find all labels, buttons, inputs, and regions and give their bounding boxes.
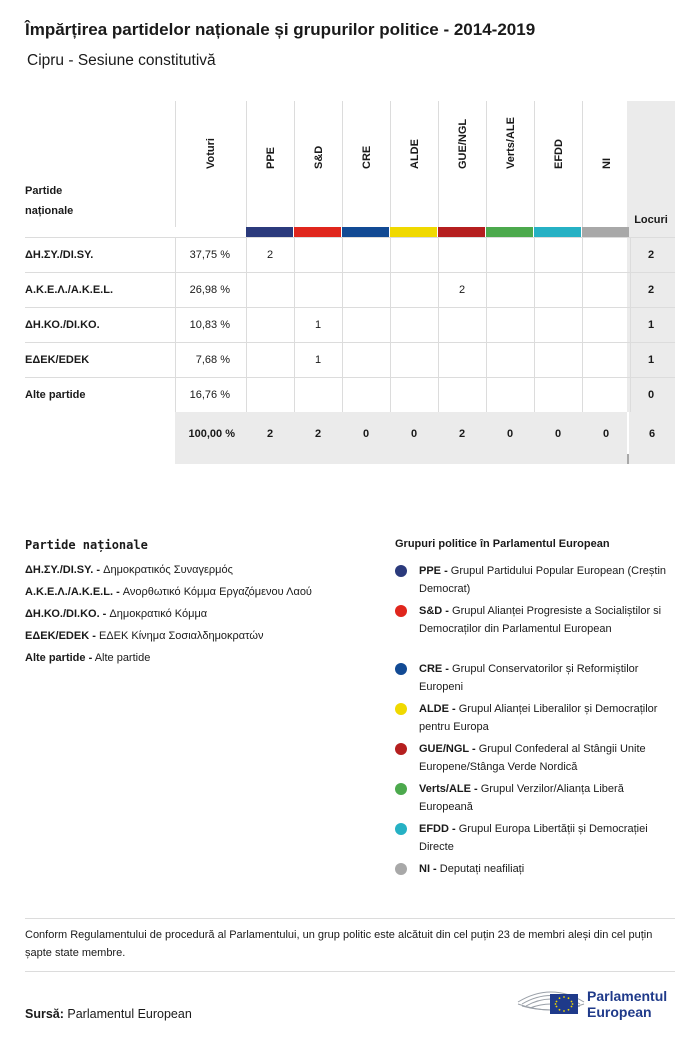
grid-line xyxy=(486,273,487,308)
group-legend-item: S&D - Grupul Alianței Progresiste a Socialiștilor si Democraților din Parlamentul European xyxy=(419,605,662,635)
group-color-dot xyxy=(395,703,407,715)
grid-line xyxy=(582,238,583,273)
group-column-header: EFDD xyxy=(534,101,582,227)
grid-line xyxy=(294,378,295,413)
total-seats-cell xyxy=(629,412,675,464)
group-color-strip xyxy=(294,227,341,237)
group-total: 2 xyxy=(314,428,322,440)
group-legend-item: EFDD - Grupul Europa Libertății și Democrației Directe xyxy=(419,823,648,853)
grid-line xyxy=(246,308,247,343)
seats-column-header: Locuri xyxy=(634,214,668,226)
grid-line xyxy=(294,273,295,308)
group-legend-title: Grupuri politice în Parlamentul European xyxy=(395,538,610,550)
grid-line xyxy=(438,238,439,273)
party-name: Alte partide xyxy=(25,389,86,401)
group-color-dot xyxy=(395,863,407,875)
group-column-header: GUE/NGL xyxy=(438,101,486,227)
divider xyxy=(25,971,675,972)
group-total: 2 xyxy=(458,428,466,440)
grid-line xyxy=(486,378,487,413)
grid-line xyxy=(175,343,176,378)
group-column-header: NI xyxy=(582,101,630,227)
page-title: Împărțirea partidelor naționale și grupurilor politice - 2014-2019 xyxy=(25,20,536,39)
distribution-table xyxy=(25,101,675,464)
group-color-strip xyxy=(390,227,437,237)
vote-share: 26,98 % xyxy=(189,284,230,296)
group-color-strip xyxy=(534,227,581,237)
grid-line xyxy=(534,343,535,378)
party-seats: 1 xyxy=(647,354,655,366)
grid-line xyxy=(582,273,583,308)
group-color-dot xyxy=(395,565,407,577)
group-seat-cell: 1 xyxy=(314,354,322,366)
vote-share: 16,76 % xyxy=(189,389,230,401)
group-total: 0 xyxy=(506,428,514,440)
national-legend-item: ΔΗ.ΚΟ./DI.KO. - Δημοκρατικό Κόμμα xyxy=(25,608,208,620)
grid-line xyxy=(534,308,535,343)
group-legend-item: ALDE - Grupul Alianței Liberalilor și Democraților pentru Europa xyxy=(419,703,658,733)
total-votes: 100,00 % xyxy=(188,428,235,440)
table-row xyxy=(25,377,675,412)
group-total: 0 xyxy=(602,428,610,440)
group-column-header: ALDE xyxy=(390,101,438,227)
grid-line xyxy=(438,343,439,378)
party-name: ΔΗ.ΣΥ./DI.SY. xyxy=(25,249,94,261)
footnote: Conform Regulamentului de procedură al Parlamentului, un grup politic este alcătuit din cel puțin 23 de membri aleși din cel puțin șapte state membre. xyxy=(25,929,653,959)
divider xyxy=(25,918,675,919)
group-color-dot xyxy=(395,663,407,675)
group-color-dot xyxy=(395,743,407,755)
table-row xyxy=(25,342,675,377)
party-seats: 2 xyxy=(647,249,655,261)
vote-share: 7,68 % xyxy=(195,354,230,366)
national-legend-item: Alte partide - Alte partide xyxy=(25,652,151,664)
grid-line xyxy=(342,343,343,378)
vote-share: 37,75 % xyxy=(189,249,230,261)
grid-line xyxy=(534,378,535,413)
national-legend-title: Partide naționale xyxy=(25,538,148,552)
group-color-strip xyxy=(438,227,485,237)
grid-line xyxy=(175,273,176,308)
grid-line xyxy=(390,343,391,378)
grid-line xyxy=(342,378,343,413)
group-color-strip xyxy=(486,227,533,237)
grid-line xyxy=(294,238,295,273)
grid-line xyxy=(582,378,583,413)
group-legend-item: CRE - Grupul Conservatorilor și Reformiștilor Europeni xyxy=(419,663,639,693)
party-seats: 1 xyxy=(647,319,655,331)
group-column-header: PPE xyxy=(246,101,294,227)
grid-line xyxy=(486,343,487,378)
group-color-dot xyxy=(395,605,407,617)
group-seat-cell: 1 xyxy=(314,319,322,331)
party-seats: 2 xyxy=(647,284,655,296)
grid-line xyxy=(342,273,343,308)
grid-line xyxy=(390,273,391,308)
group-column-header: Verts/ALE xyxy=(486,101,534,227)
group-color-dot xyxy=(395,783,407,795)
grid-line xyxy=(342,308,343,343)
group-color-strip xyxy=(582,227,629,237)
grid-line xyxy=(582,308,583,343)
group-legend-item: GUE/NGL - Grupul Confederal al Stângii Unite Europene/Stânga Verde Nordică xyxy=(419,743,646,773)
table-row xyxy=(25,237,675,272)
party-seats: 0 xyxy=(647,389,655,401)
group-color-strip xyxy=(246,227,293,237)
grid-line xyxy=(534,238,535,273)
page-subtitle: Cipru - Sesiune constitutivă xyxy=(27,52,216,69)
grid-line xyxy=(175,238,176,273)
group-seat-cell: 2 xyxy=(266,249,274,261)
total-seats: 6 xyxy=(648,428,656,440)
group-legend-item: PPE - Grupul Partidului Popular European (Creștin Democrat) xyxy=(419,565,667,595)
group-total: 0 xyxy=(362,428,370,440)
grid-line xyxy=(486,308,487,343)
grid-line xyxy=(246,343,247,378)
group-column-header: CRE xyxy=(342,101,390,227)
party-name: ΕΔΕΚ/EDEK xyxy=(25,354,90,366)
grid-line xyxy=(175,308,176,343)
grid-line xyxy=(342,238,343,273)
group-total: 2 xyxy=(266,428,274,440)
group-legend-item: NI - Deputați neafiliați xyxy=(419,863,525,875)
grid-line xyxy=(390,238,391,273)
source-line: Sursă: Parlamentul European xyxy=(25,1007,192,1021)
grid-line xyxy=(175,378,176,413)
grid-line xyxy=(438,308,439,343)
grid-line xyxy=(390,378,391,413)
group-total: 0 xyxy=(554,428,562,440)
grid-line xyxy=(534,273,535,308)
party-name: Α.Κ.Ε.Λ./A.K.E.L. xyxy=(25,284,114,296)
logo-wordmark: Parlamentul European xyxy=(587,988,668,1020)
group-column-header: S&D xyxy=(294,101,342,227)
vote-share: 10,83 % xyxy=(189,319,230,331)
party-column-header: Partide naționale xyxy=(25,185,74,217)
group-color-strip xyxy=(342,227,389,237)
group-legend-item: Verts/ALE - Grupul Verzilor/Alianța Liberă Europeană xyxy=(419,783,624,813)
group-total: 0 xyxy=(410,428,418,440)
group-seat-cell: 2 xyxy=(458,284,466,296)
grid-line xyxy=(390,308,391,343)
national-legend-item: Α.Κ.Ε.Λ./A.K.E.L. - Ανορθωτικό Κόμμα Εργαζόμενου Λαού xyxy=(25,586,312,598)
national-legend-item: ΔΗ.ΣΥ./DI.SY. - Δημοκρατικός Συναγερμός xyxy=(25,564,233,576)
party-name: ΔΗ.ΚΟ./DI.KO. xyxy=(25,319,100,331)
grid-line xyxy=(246,378,247,413)
grid-line xyxy=(438,378,439,413)
grid-line xyxy=(582,343,583,378)
table-row xyxy=(25,307,675,342)
group-color-dot xyxy=(395,823,407,835)
votes-column-header: Voturi xyxy=(175,101,245,227)
grid-line xyxy=(486,238,487,273)
grid-line xyxy=(246,273,247,308)
national-legend-item: ΕΔΕΚ/EDEK - ΕΔΕΚ Κίνημα Σοσιαλδημοκρατών xyxy=(25,630,264,642)
table-row xyxy=(25,272,675,307)
